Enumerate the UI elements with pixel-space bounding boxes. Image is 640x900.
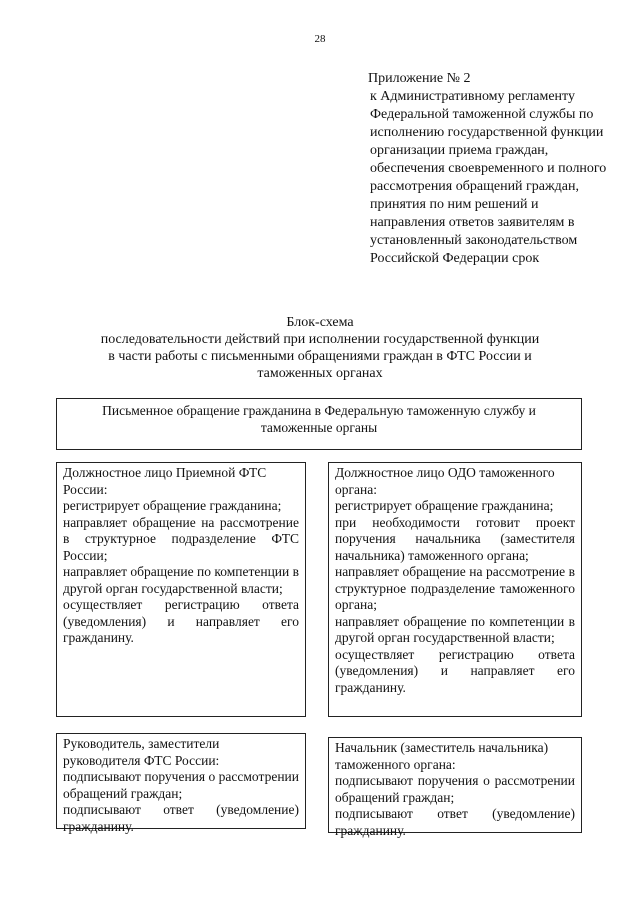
written-appeal-text: Письменное обращение гражданина в Федеральную таможенную службу и таможенные органы <box>102 403 536 435</box>
box-heading: Должностное лицо Приемной ФТС России: <box>63 465 267 497</box>
fts-reception-officer-box <box>56 462 306 717</box>
scheme-title <box>60 314 580 382</box>
annex-text: к Административному регламенту Федеральной таможенной службы по исполнению государственной функции организации приема граждан, обеспечения своевременного и полного рассмотрения обращений граждан, принятия по ним решений и направления ответов заявителям в установленный законодательством Российской Федерации срок <box>370 89 607 266</box>
box-item: направляет обращение по компетенции в другой орган государственной власти; <box>63 564 299 596</box>
box-item: подписывают ответ (уведомление) гражданину. <box>335 806 575 838</box>
scheme-title-line-3: в части работы с письменными обращениями граждан в ФТС России и <box>108 349 532 364</box>
annex-block <box>368 70 608 268</box>
box-item: подписывают поручения о рассмотрении обращений граждан; <box>63 769 299 801</box>
box-item: направляет обращение на рассмотрение в структурное подразделение ФТС России; <box>63 514 299 563</box>
customs-head-box <box>328 737 582 838</box>
page-number: 28 <box>314 33 326 45</box>
box-heading: Должностное лицо ОДО таможенного органа: <box>335 465 555 497</box>
box-item: направляет обращение по компетенции в другой орган государственной власти; <box>335 613 575 645</box>
scheme-title-line-2: последовательности действий при исполнении государственной функции <box>100 332 540 347</box>
odo-customs-officer-box <box>328 462 582 717</box>
box-item: направляет обращение на рассмотрение в структурное подразделение таможенного органа; <box>335 564 575 612</box>
box-item: осуществляет регистрацию ответа (уведомления) и направляет его гражданину. <box>335 646 575 695</box>
scheme-title-line-1: Блок-схема <box>286 315 354 330</box>
box-item: регистрирует обращение гражданина; <box>63 498 282 513</box>
box-item: подписывают ответ (уведомление) гражданину. <box>63 802 299 834</box>
box-item: регистрирует обращение гражданина; <box>335 498 554 513</box>
box-item: подписывают поручения о рассмотрении обращений граждан; <box>335 773 575 805</box>
written-appeal-box <box>56 398 582 450</box>
scheme-title-line-4: таможенных органах <box>257 366 383 381</box>
box-heading: Начальник (заместитель начальника) таможенного органа: <box>335 740 549 772</box>
box-heading: Руководитель, заместители руководителя ФТС России: <box>63 736 220 768</box>
box-item: осуществляет регистрацию ответа (уведомления) и направляет его гражданину. <box>63 597 299 645</box>
box-item: при необходимости готовит проект поручения начальника (заместителя начальника) таможенного органа; <box>335 514 575 563</box>
annex-title: Приложение № 2 <box>368 71 471 86</box>
fts-head-box <box>56 733 306 834</box>
